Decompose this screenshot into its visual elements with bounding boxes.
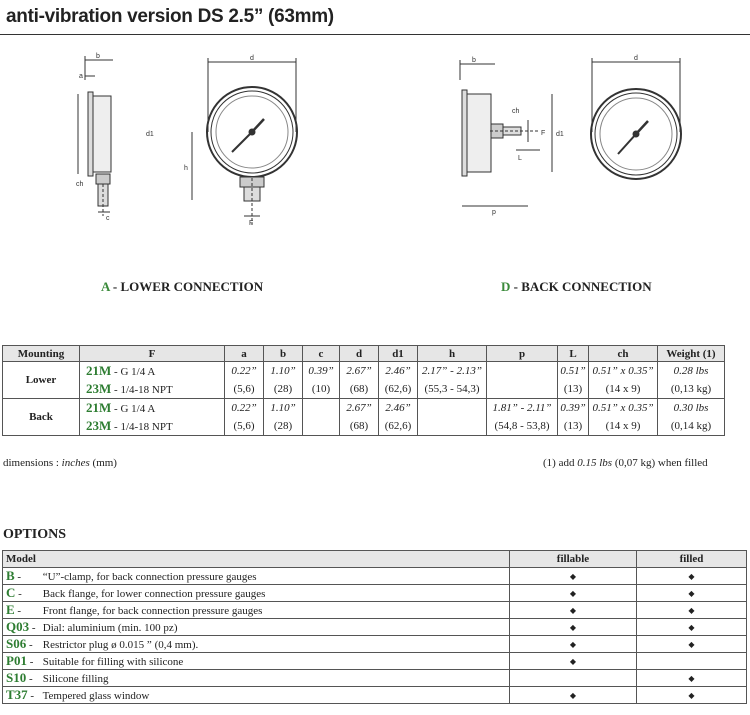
dim-label-f-left: F (249, 220, 254, 227)
col-ch: ch (589, 346, 658, 362)
p-lower-mm (487, 380, 558, 399)
a-back-mm: (5,6) (225, 417, 264, 436)
p-lower-in (487, 362, 558, 381)
page-title: anti-vibration version DS 2.5” (63mm) (6, 6, 334, 27)
option-model: S06 - Restrictor plug ø 0.015 ” (0,4 mm). (3, 636, 510, 653)
caption-lower-connection: A - LOWER CONNECTION (101, 279, 264, 294)
h-lower-mm: (55,3 - 54,3) (418, 380, 487, 399)
h-back-in (418, 399, 487, 418)
col-f: F (80, 346, 225, 362)
dim-label-d1-right: d1 (556, 131, 564, 138)
options-header-row (3, 551, 747, 568)
weight-lower-kg: (0,13 kg) (658, 380, 725, 399)
p-back-mm: (54,8 - 53,8) (487, 417, 558, 436)
option-model: S10 - Silicone filling (3, 670, 510, 687)
a-lower-mm: (5,6) (225, 380, 264, 399)
col-mounting: Mounting (3, 346, 80, 362)
b-back-mm: (28) (264, 417, 303, 436)
table-row (3, 602, 747, 619)
col-model: Model (3, 551, 510, 568)
f-lower-1: 21M - G 1/4 A (80, 362, 225, 381)
dim-label-h-left: h (184, 165, 188, 172)
col-a: a (225, 346, 264, 362)
f-back-1: 21M - G 1/4 A (80, 399, 225, 418)
c-back-mm (303, 417, 340, 436)
option-fillable: ◆ (510, 687, 637, 704)
option-fillable: ◆ (510, 585, 637, 602)
table-row (3, 687, 747, 704)
a-back-in: 0.22” (225, 399, 264, 418)
f-back-2: 23M - 1/4-18 NPT (80, 417, 225, 436)
ch-back-mm: (14 x 9) (589, 417, 658, 436)
l-back-mm: (13) (558, 417, 589, 436)
table-row (3, 568, 747, 585)
weight-back-lbs: 0.30 lbs (658, 399, 725, 418)
d1-back-mm: (62,6) (379, 417, 418, 436)
option-fillable: ◆ (510, 619, 637, 636)
spec-table (2, 345, 725, 436)
lower-side-view (78, 56, 113, 216)
dim-label-b-left: b (96, 53, 100, 60)
dim-label-b-right: b (472, 57, 476, 64)
option-fillable: ◆ (510, 653, 637, 670)
col-c: c (303, 346, 340, 362)
dim-label-ch-right: ch (512, 108, 520, 115)
option-model: Q03 - Dial: aluminium (min. 100 pz) (3, 619, 510, 636)
col-d: d (340, 346, 379, 362)
table-row (3, 653, 747, 670)
table-row-lower-2 (3, 380, 725, 399)
d-back-in: 2.67” (340, 399, 379, 418)
l-lower-mm: (13) (558, 380, 589, 399)
d1-lower-mm: (62,6) (379, 380, 418, 399)
options-table (2, 550, 747, 704)
table-row-lower-1 (3, 362, 725, 381)
option-filled: ◆ (637, 585, 747, 602)
option-filled: ◆ (637, 602, 747, 619)
option-model: E - Front flange, for back connection pressure gauges (3, 602, 510, 619)
option-fillable: ◆ (510, 568, 637, 585)
d1-back-in: 2.46” (379, 399, 418, 418)
technical-drawings (0, 40, 750, 275)
dim-label-d-right: d (634, 55, 638, 62)
col-fillable: fillable (510, 551, 637, 568)
option-model: B - “U”-clamp, for back connection pressure gauges (3, 568, 510, 585)
d-lower-mm: (68) (340, 380, 379, 399)
col-l: L (558, 346, 589, 362)
ch-back-in: 0.51” x 0.35” (589, 399, 658, 418)
table-row-back-2 (3, 417, 725, 436)
table-row (3, 670, 747, 687)
spec-header-row (3, 346, 725, 362)
back-side-view (460, 60, 552, 206)
h-back-mm (418, 417, 487, 436)
col-b: b (264, 346, 303, 362)
mounting-lower: Lower (3, 362, 80, 399)
option-model: T37 - Tempered glass window (3, 687, 510, 704)
table-row-back-1 (3, 399, 725, 418)
dim-label-a-left: a (79, 73, 83, 80)
c-lower-mm: (10) (303, 380, 340, 399)
dim-label-f-right: F (541, 130, 546, 137)
d-lower-in: 2.67” (340, 362, 379, 381)
d-back-mm: (68) (340, 417, 379, 436)
l-lower-in: 0.51” (558, 362, 589, 381)
option-filled: ◆ (637, 687, 747, 704)
weight-note: (1) add 0.15 lbs (0,07 kg) when filled (543, 457, 708, 469)
weight-lower-lbs: 0.28 lbs (658, 362, 725, 381)
option-fillable (510, 670, 637, 687)
option-model: P01 - Suitable for filling with silicone (3, 653, 510, 670)
caption-back-connection: D - BACK CONNECTION (501, 279, 652, 294)
back-front-view (591, 58, 681, 179)
dim-label-c-left: c (106, 215, 110, 222)
option-model: C - Back flange, for lower connection pressure gauges (3, 585, 510, 602)
option-filled: ◆ (637, 619, 747, 636)
col-weight: Weight (1) (658, 346, 725, 362)
option-filled: ◆ (637, 568, 747, 585)
d1-lower-in: 2.46” (379, 362, 418, 381)
f-lower-2: 23M - 1/4-18 NPT (80, 380, 225, 399)
dim-label-l-right: L (518, 155, 522, 162)
option-fillable: ◆ (510, 636, 637, 653)
b-lower-mm: (28) (264, 380, 303, 399)
option-filled: ◆ (637, 636, 747, 653)
a-lower-in: 0.22” (225, 362, 264, 381)
table-row (3, 619, 747, 636)
c-back-in (303, 399, 340, 418)
ch-lower-in: 0.51” x 0.35” (589, 362, 658, 381)
mounting-back: Back (3, 399, 80, 436)
c-lower-in: 0.39” (303, 362, 340, 381)
col-filled: filled (637, 551, 747, 568)
title-rule (0, 34, 750, 35)
col-h: h (418, 346, 487, 362)
ch-lower-mm: (14 x 9) (589, 380, 658, 399)
weight-back-kg: (0,14 kg) (658, 417, 725, 436)
p-back-in: 1.81” - 2.11” (487, 399, 558, 418)
dimensions-note: dimensions : inches (mm) (3, 457, 117, 469)
lower-front-view (192, 58, 297, 225)
dim-label-p-right: p (492, 209, 496, 216)
b-back-in: 1.10” (264, 399, 303, 418)
l-back-in: 0.39” (558, 399, 589, 418)
b-lower-in: 1.10” (264, 362, 303, 381)
col-p: p (487, 346, 558, 362)
col-d1: d1 (379, 346, 418, 362)
dim-label-d1-left: d1 (146, 131, 154, 138)
option-filled: ◆ (637, 670, 747, 687)
h-lower-in: 2.17” - 2.13” (418, 362, 487, 381)
option-filled (637, 653, 747, 670)
table-row (3, 585, 747, 602)
dim-label-d-left: d (250, 55, 254, 62)
options-title: OPTIONS (3, 527, 67, 542)
dim-label-ch-left: ch (76, 181, 84, 188)
table-row (3, 636, 747, 653)
option-fillable: ◆ (510, 602, 637, 619)
